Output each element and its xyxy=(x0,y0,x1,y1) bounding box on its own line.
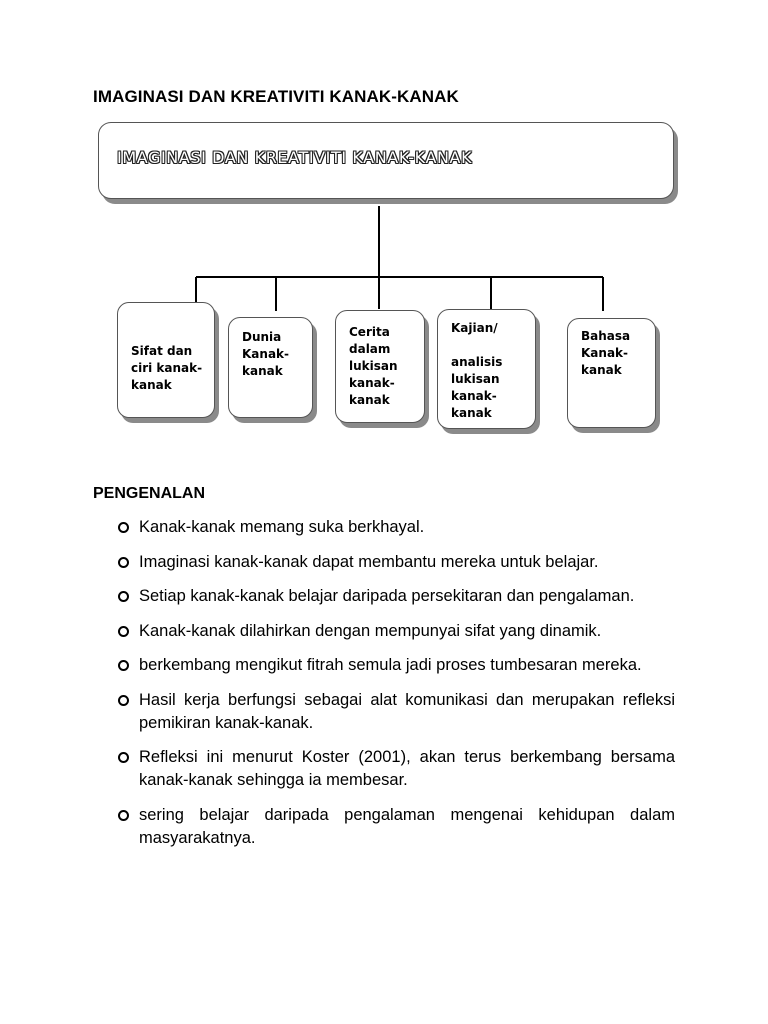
diagram-child-node xyxy=(228,317,313,418)
list-item-text: Setiap kanak-kanak belajar daripada persekitaran dan pengalaman. xyxy=(139,587,635,605)
concept-diagram xyxy=(0,0,768,470)
list-item xyxy=(117,654,675,677)
diagram-child-label: Dunia Kanak- kanak xyxy=(242,330,289,378)
list-item-text: berkembang mengikut fitrah semula jadi proses tumbesaran mereka. xyxy=(139,656,642,674)
list-item-text: sering belajar daripada pengalaman mengenai kehidupan dalam masyarakatnya. xyxy=(139,805,675,847)
circle-bullet-icon xyxy=(118,660,129,671)
circle-bullet-icon xyxy=(118,626,129,637)
circle-bullet-icon xyxy=(118,695,129,706)
diagram-child-label: Kajian/ analisis lukisan kanak- kanak xyxy=(451,321,503,420)
circle-bullet-icon xyxy=(118,522,129,533)
list-item-text: Kanak-kanak dilahirkan dengan mempunyai sifat yang dinamik. xyxy=(139,621,602,640)
list-item-text: Hasil kerja berfungsi sebagai alat komunikasi dan merupakan refleksi pemikiran kanak-kanak. xyxy=(139,690,675,732)
diagram-child-node xyxy=(437,309,536,429)
circle-bullet-icon xyxy=(118,810,129,821)
list-item xyxy=(117,689,675,735)
diagram-child-label: Bahasa Kanak- kanak xyxy=(581,329,631,377)
section-heading: PENGENALAN xyxy=(93,485,206,502)
list-item xyxy=(117,746,675,792)
diagram-root-node xyxy=(98,122,674,199)
list-item-text: Refleksi ini menurut Koster (2001), akan terus berkembang bersama kanak-kanak sehingga ia membesar. xyxy=(139,748,675,789)
list-item xyxy=(117,585,675,608)
list-item xyxy=(117,516,675,539)
list-item xyxy=(117,804,675,850)
diagram-child-node xyxy=(567,318,656,428)
list-item xyxy=(117,551,675,574)
circle-bullet-icon xyxy=(118,557,129,568)
diagram-child-node xyxy=(117,302,215,418)
circle-bullet-icon xyxy=(118,591,129,602)
diagram-child-label: Cerita dalam lukisan kanak- kanak xyxy=(349,325,398,407)
diagram-child-node xyxy=(335,310,425,423)
document-title: IMAGINASI DAN KREATIVITI KANAK-KANAK xyxy=(93,87,459,106)
diagram-child-label: Sifat dan ciri kanak- kanak xyxy=(131,344,203,392)
circle-bullet-icon xyxy=(118,752,129,763)
introduction-list xyxy=(117,516,675,861)
list-item-text: Kanak-kanak memang suka berkhayal. xyxy=(139,518,425,536)
list-item xyxy=(117,620,675,643)
diagram-root-label: IMAGINASI DAN KREATIVITI KANAK-KANAK xyxy=(117,148,473,167)
list-item-text: Imaginasi kanak-kanak dapat membantu mereka untuk belajar. xyxy=(139,552,599,571)
